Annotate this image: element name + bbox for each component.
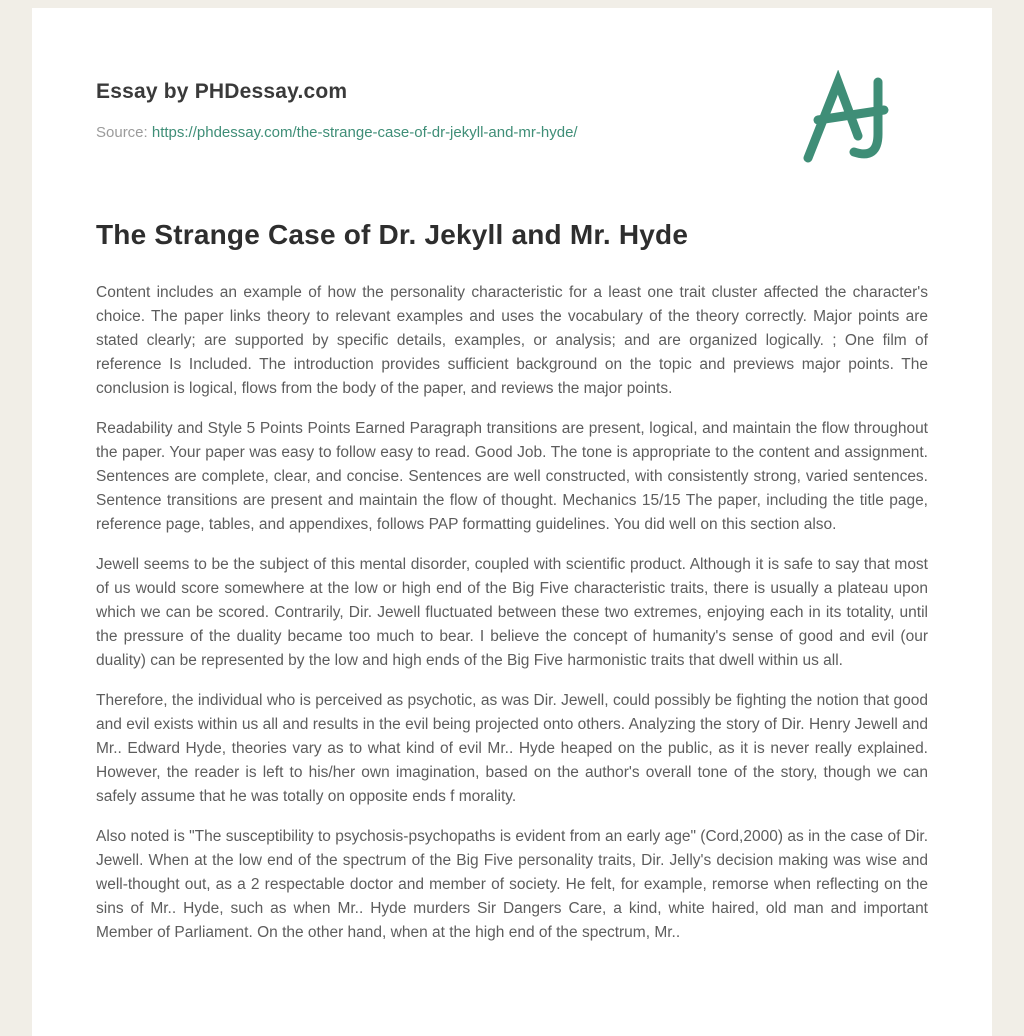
essay-paragraph: Therefore, the individual who is perceived as psychotic, as was Dir. Jewell, could possibly be fighting the notion that good and evil exists within us all and results in the evil being projected onto others. Analyzing the story of Dir. Henry Jewell and Mr.. Edward Hyde, theories vary as to what kind of evil Mr.. Hyde heaped on the public, as it is never really explained. However, the reader is left to his/her own imagination, based on the author's overall tone of the story, though we can safely assume that he was totally on opposite ends f morality.	[96, 692, 928, 805]
essay-paragraph: Readability and Style 5 Points Points Earned Paragraph transitions are present, logical, and maintain the flow throughout the paper. Your paper was easy to follow easy to read. Good Job. The tone is appropriate to the content and assignment. Sentences are complete, clear, and concise. Sentences are well constructed, with consistently strong, varied sentences. Sentence transitions are present and maintain the flow of thought. Mechanics 15/15 The paper, including the title page, reference page, tables, and appendixes, follows PAP formatting guidelines. You did well on this section also.	[96, 420, 928, 533]
essay-paragraph: Content includes an example of how the personality characteristic for a least one trait cluster affected the character's choice. The paper links theory to relevant examples and uses the vocabulary of the theory correctly. Major points are stated clearly; are supported by specific details, examples, or analysis; and are organized logically. ; One film of reference Is Included. The introduction provides sufficient background on the topic and previews major points. The conclusion is logical, flows from the body of the paper, and reviews the major points.	[96, 284, 928, 397]
phdessay-logo-icon	[798, 70, 908, 170]
phdessay-logo	[798, 70, 908, 170]
essay-byline: Essay by PHDessay.com	[96, 80, 348, 103]
essay-paragraph: Also noted is "The susceptibility to psychosis-psychopaths is evident from an early age" (Cord,2000) as in the case of Dir. Jewell. When at the low end of the spectrum of the Big Five personality traits, Dir. Jelly's decision making was wise and well-thought out, as a 2 respectable doctor and member of society. He felt, for example, remorse when reflecting on the sins of Mr.. Hyde, such as when Mr.. Hyde murders Sir Dangers Care, a kind, white haired, old man and important Member of Parliament. On the other hand, when at the high end of the spectrum, Mr..	[96, 828, 928, 941]
essay-card	[32, 8, 992, 1036]
essay-content	[32, 8, 992, 945]
essay-body	[96, 281, 928, 945]
page-title: The Strange Case of Dr. Jekyll and Mr. Hyde	[96, 219, 689, 250]
essay-paragraph: Jewell seems to be the subject of this mental disorder, coupled with scientific product. Although it is safe to say that most of us would score somewhere at the low or high end of the Big Five characteristic traits, there is usually a plateau upon which we can be scored. Contrarily, Dir. Jewell fluctuated between these two extremes, enjoying each in its totality, until the pressure of the duality became too much to bear. I believe the concept of humanity's sense of good and evil (our duality) can be represented by the low and high ends of the Big Five harmonistic traits that dwell within us all.	[96, 556, 928, 669]
source-url-link[interactable]: https://phdessay.com/the-strange-case-of-dr-jekyll-and-mr-hyde/	[151, 124, 578, 141]
source-label: Source:	[96, 124, 148, 141]
